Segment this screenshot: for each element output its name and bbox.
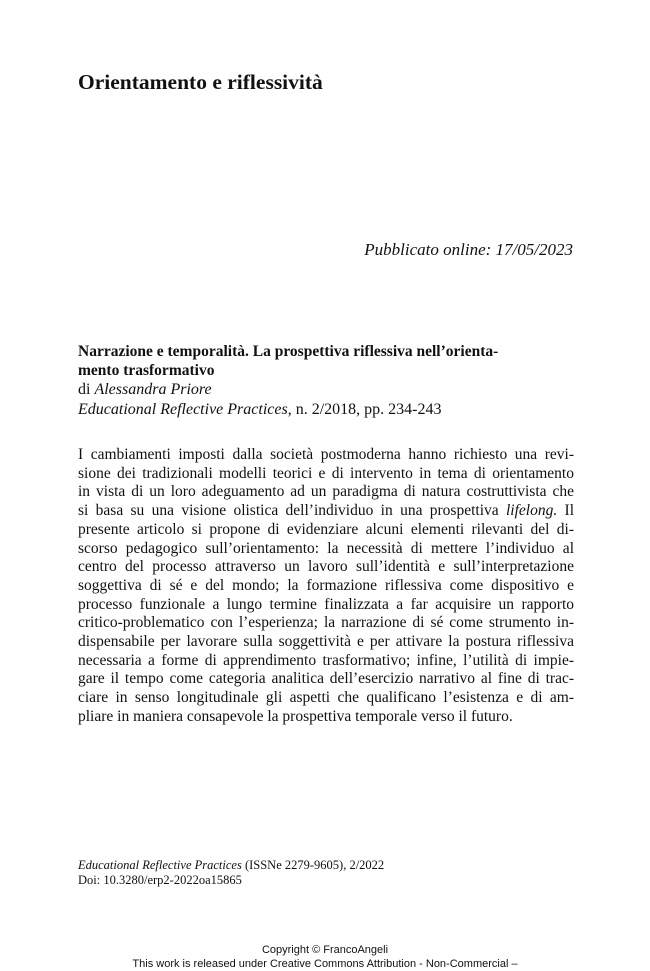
- footer-meta: [78, 858, 384, 888]
- abstract-line: I cambiamenti imposti dalla società postmoderna hanno richiesto una revi-: [78, 446, 574, 463]
- footer-issn: (ISSNe 2279-9605), 2/2022: [241, 858, 385, 872]
- abstract-line: dispensabile per lavorare sulla soggettività e per attivare la postura riflessiva: [78, 633, 574, 651]
- abstract-line-lifelong: [78, 502, 574, 521]
- byline-prefix: di: [78, 381, 91, 398]
- copyright-line: Copyright © FrancoAngeli: [261, 944, 389, 956]
- article-title-line-2: mento trasformativo: [78, 361, 215, 379]
- abstract-line: critico-problematico con l’esperienza; la narrazione di sé come strumento in-: [78, 614, 574, 632]
- journal-name: Educational Reflective Practices: [78, 401, 288, 418]
- footer-doi: Doi: 10.3280/erp2-2022oa15865: [78, 873, 242, 887]
- copyright-notice: [0, 943, 650, 971]
- abstract-line: soggettiva di sé e del mondo; la formazione riflessiva come dispositivo e: [78, 576, 574, 594]
- license-line: This work is released under Creative Commons Attribution - Non-Commercial –: [132, 958, 518, 970]
- footer-journal-name: Educational Reflective Practices: [78, 858, 242, 872]
- abstract-line: ciare in senso longitudinale gli aspetti che qualificano l’esistenza e di am-: [78, 689, 574, 707]
- abstract-line: presente articolo si propone di evidenziare alcuni elementi rilevanti del di-: [78, 520, 574, 538]
- abstract: [78, 446, 574, 727]
- abstract-line-text: si basa su una visione olistica dell’individuo in una prospettiva: [78, 502, 499, 520]
- abstract-line-tail: Il: [557, 502, 575, 520]
- article-title-line-1: Narrazione e temporalità. La prospettiva riflessiva nell’orienta-: [78, 343, 499, 360]
- lifelong-term: lifelong.: [505, 502, 558, 520]
- journal-citation: [78, 400, 574, 420]
- abstract-line: processo funzionale a lungo termine finalizzata a far acquisire un rapporto: [78, 595, 574, 613]
- abstract-line: in vista di un loro adeguamento ad un paradigma di natura costruttivista che: [78, 483, 574, 501]
- publication-date: Pubblicato online: 17/05/2023: [364, 240, 573, 259]
- journal-issue-pages: , n. 2/2018, pp. 234-243: [287, 401, 442, 418]
- abstract-line: gare il tempo come categoria analitica dell’esercizio narrativo al fine di trac-: [78, 670, 574, 688]
- abstract-line: pliare in maniera consapevole la prospettiva temporale verso il futuro.: [78, 707, 513, 725]
- abstract-line: centro del processo attraverso un lavoro sull’identità e sull’interpretazione: [78, 558, 574, 576]
- abstract-line: scorso pedagogico sull’orientamento: la necessità di mettere l’individuo al: [78, 539, 574, 557]
- abstract-line: necessaria a forme di apprendimento trasformativo; infine, l’utilità di impie-: [78, 651, 574, 669]
- abstract-line: sione dei tradizionali modelli teorici e di intervento in tema di orientamento: [78, 464, 574, 482]
- article-header: [78, 343, 574, 420]
- page-title: Orientamento e riflessività: [78, 70, 323, 94]
- byline: [78, 380, 574, 400]
- footer-journal-line: [78, 858, 384, 873]
- article-title: [78, 343, 574, 380]
- author-name: Alessandra Priore: [94, 381, 212, 398]
